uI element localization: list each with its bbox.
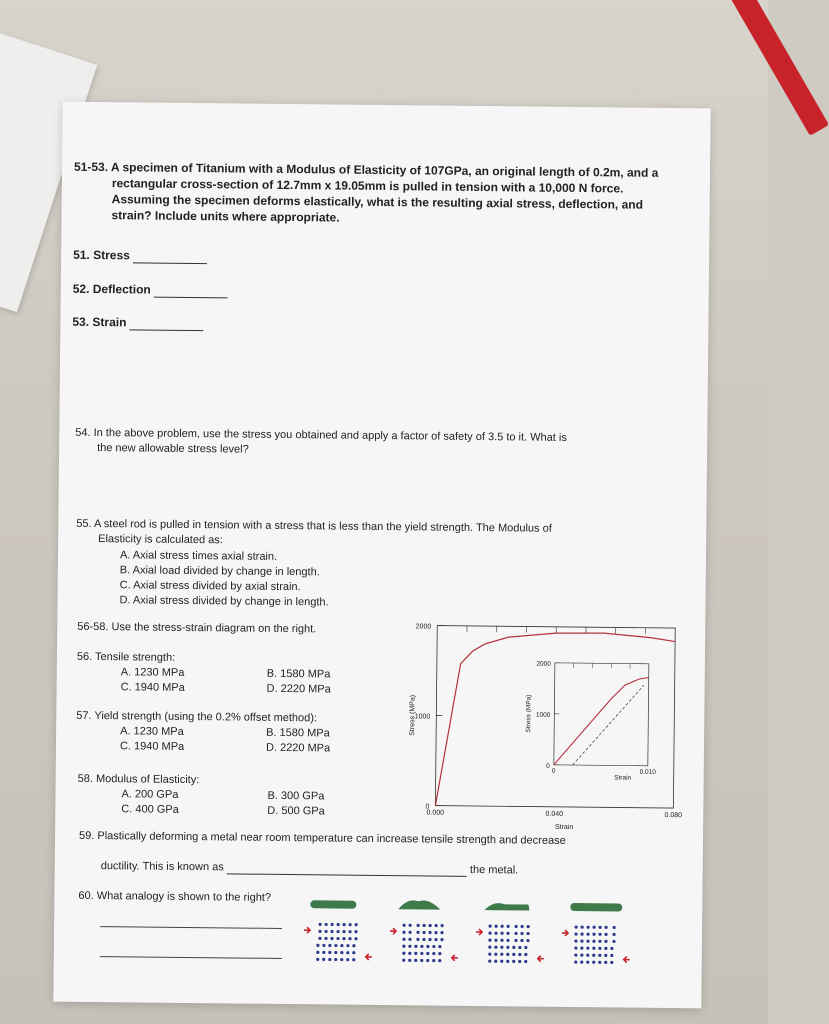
atom-dot — [580, 939, 583, 942]
inset-y-axis-label: Stress (MPa) — [525, 694, 533, 733]
q53-label: 53. Strain — [72, 314, 127, 330]
atom-dot — [422, 931, 425, 934]
atom-dot — [426, 945, 429, 948]
atom-dot — [322, 944, 325, 947]
q53-strain — [72, 315, 204, 331]
atom-dot — [428, 931, 431, 934]
atom-dot — [598, 954, 601, 957]
atom-dot — [598, 926, 601, 929]
atom-dot — [495, 925, 498, 928]
atom-dot — [526, 932, 529, 935]
push-arrow-icon — [624, 957, 630, 963]
atom-dot — [352, 951, 355, 954]
caterpillar-dislocation-analogy — [304, 894, 635, 977]
atom-dot — [422, 938, 425, 941]
atom-dot — [612, 933, 615, 936]
inset-y-tick-label: 1000 — [535, 711, 551, 719]
atom-dot — [354, 930, 357, 933]
atom-dot — [324, 930, 327, 933]
stress-strain-chart — [355, 617, 683, 832]
atom-dot — [423, 924, 426, 927]
atom-dot — [354, 937, 357, 940]
atom-dot — [322, 958, 325, 961]
inset-x-axis-label: Strain — [614, 774, 632, 782]
atom-dot — [348, 937, 351, 940]
atom-dot — [527, 925, 530, 928]
atom-dot — [506, 946, 509, 949]
push-arrow-icon — [562, 930, 568, 936]
q53-answer-blank[interactable] — [130, 319, 204, 331]
atom-dot — [330, 937, 333, 940]
atom-dot — [420, 952, 423, 955]
atom-dot — [524, 953, 527, 956]
atom-dot — [488, 946, 491, 949]
atom-dot — [328, 944, 331, 947]
q58-option-d[interactable]: D. 500 GPa — [267, 804, 325, 818]
atom-dot — [440, 938, 443, 941]
q60-answer-line-2[interactable] — [100, 956, 282, 959]
atom-dot — [426, 952, 429, 955]
atom-dot — [325, 923, 328, 926]
atom-dot — [318, 930, 321, 933]
caterpillar-4 — [570, 903, 622, 912]
q57-option-c[interactable]: C. 1940 MPa — [119, 740, 185, 753]
atom-dot — [488, 939, 491, 942]
atom-dot — [316, 958, 319, 961]
atom-dot — [586, 954, 589, 957]
q59-line2-start: ductility. This is known as — [100, 860, 224, 874]
push-arrow-icon — [452, 955, 458, 961]
q52-answer-blank[interactable] — [154, 287, 228, 299]
atom-dot — [514, 932, 517, 935]
atom-dot — [316, 951, 319, 954]
atom-dot — [402, 952, 405, 955]
push-arrow-icon — [366, 954, 372, 960]
atom-dot — [488, 953, 491, 956]
y-axis-label: Stress (MPa) — [409, 694, 417, 736]
atom-dot — [403, 924, 406, 927]
atom-dot — [524, 960, 527, 963]
y-tick-label: 1000 — [414, 713, 431, 721]
atom-dot — [604, 933, 607, 936]
atom-dot — [488, 932, 491, 935]
atom-dot — [506, 960, 509, 963]
atom-dot — [435, 924, 438, 927]
atom-dot — [574, 925, 577, 928]
atom-dot — [598, 933, 601, 936]
atom-dot — [604, 940, 607, 943]
q51-53-line4: strain? Include units where appropriate. — [111, 208, 340, 225]
atom-dot — [574, 939, 577, 942]
atom-dot — [612, 940, 615, 943]
atom-dot — [612, 926, 615, 929]
q54-line1: 54. In the above problem, use the stress you obtained and apply a factor of safety of 3.5 to it. What is — [75, 426, 567, 444]
atom-dot — [408, 938, 411, 941]
chart-svg — [355, 617, 683, 832]
inset-x-tick-label: 0.010 — [639, 768, 656, 776]
atom-dot — [348, 930, 351, 933]
atom-dot — [420, 959, 423, 962]
analogy-illustration — [304, 894, 635, 977]
atom-dot — [506, 932, 509, 935]
atom-dot — [336, 930, 339, 933]
atom-dot — [408, 931, 411, 934]
q54-line2: the new allowable stress level? — [97, 442, 249, 456]
atom-dot — [518, 960, 521, 963]
atom-dot — [592, 947, 595, 950]
atom-dot — [434, 938, 437, 941]
atom-dot — [604, 961, 607, 964]
atom-dot — [574, 953, 577, 956]
atom-dot — [346, 958, 349, 961]
q56-title: 56. Tensile strength: — [76, 650, 176, 664]
atom-dot — [337, 923, 340, 926]
atom-dot — [441, 924, 444, 927]
atom-dot — [319, 923, 322, 926]
atom-dot — [526, 939, 529, 942]
atom-dot — [402, 938, 405, 941]
atom-dot — [500, 932, 503, 935]
atom-dot — [334, 958, 337, 961]
q52-label: 52. Deflection — [72, 281, 151, 297]
atom-dot — [610, 947, 613, 950]
atom-dot — [340, 958, 343, 961]
push-arrow-icon — [304, 927, 310, 933]
atom-dot — [416, 931, 419, 934]
atom-dot — [334, 944, 337, 947]
q51-53-line3: Assuming the specimen deforms elastically, what is the resulting axial stress, deflection, and — [111, 192, 644, 212]
q58-title: 58. Modulus of Elasticity: — [77, 772, 200, 787]
push-arrow-icon — [538, 956, 544, 962]
q51-53-line2: rectangular cross-section of 12.7mm x 19.05mm is pulled in tension with a 10,000 N force. — [111, 176, 624, 196]
atom-dot — [586, 926, 589, 929]
atom-dot — [592, 926, 595, 929]
atom-dot — [514, 939, 517, 942]
q57-option-a[interactable]: A. 1230 MPa — [120, 725, 184, 738]
x-tick-label: 0.000 — [426, 809, 445, 817]
atom-dot — [426, 959, 429, 962]
q56-option-b[interactable]: B. 1580 MPa — [266, 667, 331, 681]
atom-dot — [340, 944, 343, 947]
q57-option-d[interactable]: D. 2220 MPa — [265, 741, 331, 755]
atom-dot — [342, 930, 345, 933]
atom-dot — [402, 931, 405, 934]
atom-dot — [346, 951, 349, 954]
atom-dot — [352, 958, 355, 961]
atom-dot — [434, 931, 437, 934]
inset-y-tick-label: 2000 — [536, 660, 551, 668]
atom-dot — [334, 951, 337, 954]
atom-dot — [494, 953, 497, 956]
atom-dot — [409, 924, 412, 927]
atom-dot — [518, 953, 521, 956]
atom-dot — [518, 946, 521, 949]
atom-dot — [331, 923, 334, 926]
atom-dot — [586, 947, 589, 950]
q60-answer-line-1[interactable] — [100, 926, 282, 929]
atom-dot — [432, 952, 435, 955]
atom-dot — [598, 961, 601, 964]
atom-dot — [322, 951, 325, 954]
atom-dot — [438, 952, 441, 955]
worksheet-paper — [53, 102, 710, 1009]
atom-dot — [520, 939, 523, 942]
atom-dot — [402, 945, 405, 948]
q51-53-line1: 51-53. A specimen of Titanium with a Modulus of Elasticity of 107GPa, an original length of 0.2m, and a — [73, 159, 659, 180]
atom-dot — [416, 938, 419, 941]
q56-58-intro: 56-58. Use the stress-strain diagram on the right. — [77, 620, 317, 636]
atom-dot — [494, 932, 497, 935]
atom-dot — [336, 937, 339, 940]
atom-dot — [586, 961, 589, 964]
q58-option-b[interactable]: B. 300 GPa — [267, 789, 325, 803]
atom-dot — [592, 961, 595, 964]
atom-dot — [324, 937, 327, 940]
atom-dot — [574, 960, 577, 963]
atom-lattice-grids — [304, 923, 630, 965]
atom-dot — [408, 945, 411, 948]
atom-dot — [440, 931, 443, 934]
atom-dot — [500, 939, 503, 942]
q51-answer-blank[interactable] — [133, 252, 207, 264]
atom-dot — [318, 937, 321, 940]
y-tick-label: 2000 — [415, 623, 432, 631]
atom-dot — [580, 953, 583, 956]
q59-line2-end: the metal. — [469, 863, 519, 877]
x-axis-label: Strain — [554, 823, 574, 832]
x-tick-label: 0.040 — [545, 810, 564, 818]
atom-dot — [524, 946, 527, 949]
atom-dot — [494, 960, 497, 963]
atom-dot — [501, 925, 504, 928]
q58-option-c[interactable]: C. 400 GPa — [121, 803, 179, 816]
caterpillar-1 — [310, 900, 356, 908]
atom-dot — [586, 940, 589, 943]
atom-dot — [592, 954, 595, 957]
atom-dot — [414, 945, 417, 948]
q55-option-d[interactable]: D. Axial stress divided by change in length. — [119, 594, 329, 609]
q51-label: 51. Stress — [73, 247, 130, 263]
atom-dot — [574, 932, 577, 935]
q57-title: 57. Yield strength (using the 0.2% offset method): — [76, 709, 318, 725]
atom-dot — [512, 953, 515, 956]
atom-dot — [500, 946, 503, 949]
atom-dot — [515, 925, 518, 928]
atom-dot — [604, 947, 607, 950]
atom-dot — [428, 938, 431, 941]
atom-dot — [408, 952, 411, 955]
q51-stress — [73, 248, 207, 264]
atom-dot — [580, 960, 583, 963]
atom-dot — [500, 960, 503, 963]
atom-dot — [432, 945, 435, 948]
q59-answer-blank[interactable] — [227, 863, 467, 877]
q55-option-c[interactable]: C. Axial stress divided by axial strain. — [119, 579, 301, 594]
atom-dot — [592, 940, 595, 943]
inset-frame — [554, 663, 649, 766]
atom-dot — [520, 932, 523, 935]
q59-line2 — [101, 859, 519, 877]
atom-dot — [507, 925, 510, 928]
atom-dot — [342, 937, 345, 940]
q60-question: 60. What analogy is shown to the right? — [78, 889, 272, 904]
atom-dot — [438, 959, 441, 962]
atom-dot — [610, 961, 613, 964]
atom-dot — [414, 959, 417, 962]
atom-dot — [574, 946, 577, 949]
y-tick-label: 0 — [425, 803, 430, 811]
atom-dot — [316, 944, 319, 947]
atom-dot — [417, 924, 420, 927]
q55-line2: Elasticity is calculated as: — [98, 533, 223, 547]
atom-dot — [489, 925, 492, 928]
atom-dot — [408, 959, 411, 962]
caterpillar-3 — [484, 903, 529, 911]
atom-dot — [506, 939, 509, 942]
atom-dot — [429, 924, 432, 927]
atom-dot — [330, 930, 333, 933]
atom-dot — [500, 953, 503, 956]
atom-dot — [512, 946, 515, 949]
q56-option-a[interactable]: A. 1230 MPa — [120, 666, 185, 679]
atom-dot — [506, 953, 509, 956]
atom-dot — [592, 933, 595, 936]
push-arrow-icon — [390, 928, 396, 934]
atom-dot — [352, 944, 355, 947]
atom-dot — [610, 954, 613, 957]
q58-option-a[interactable]: A. 200 GPa — [121, 788, 179, 801]
atom-dot — [414, 952, 417, 955]
inset-y-tick-label: 0 — [546, 762, 550, 770]
atom-dot — [349, 923, 352, 926]
atom-dot — [586, 933, 589, 936]
atom-dot — [402, 959, 405, 962]
q57-option-b[interactable]: B. 1580 MPa — [266, 726, 330, 740]
atom-dot — [604, 954, 607, 957]
push-arrow-icon — [476, 929, 482, 935]
atom-dot — [598, 947, 601, 950]
atom-dot — [512, 960, 515, 963]
atom-dot — [438, 945, 441, 948]
atom-dot — [580, 932, 583, 935]
atom-dot — [343, 923, 346, 926]
atom-dot — [494, 946, 497, 949]
caterpillar-2 — [398, 900, 440, 909]
atom-dot — [420, 945, 423, 948]
atom-dot — [328, 951, 331, 954]
atom-dot — [598, 940, 601, 943]
atom-dot — [580, 925, 583, 928]
q52-deflection — [73, 282, 229, 299]
atom-dot — [494, 939, 497, 942]
x-tick-label: 0.080 — [664, 811, 683, 820]
atom-dot — [488, 960, 491, 963]
atom-dot — [604, 926, 607, 929]
q55-line1: 55. A steel rod is pulled in tension with a stress that is less than the yield strength. The Modulus of — [76, 517, 552, 535]
atom-dot — [580, 946, 583, 949]
atom-dot — [340, 951, 343, 954]
q55-option-a[interactable]: A. Axial stress times axial strain. — [119, 549, 278, 563]
atom-dot — [521, 925, 524, 928]
q56-option-c[interactable]: C. 1940 MPa — [120, 681, 185, 694]
atom-dot — [328, 958, 331, 961]
q55-option-b[interactable]: B. Axial load divided by change in length. — [119, 564, 320, 579]
inset-x-tick-label: 0 — [551, 767, 556, 775]
atom-dot — [432, 959, 435, 962]
q59-line1: 59. Plastically deforming a metal near room temperature can increase tensile strength and decrease — [78, 829, 566, 847]
atom-dot — [346, 944, 349, 947]
atom-dot — [355, 923, 358, 926]
q56-option-d[interactable]: D. 2220 MPa — [266, 682, 331, 696]
